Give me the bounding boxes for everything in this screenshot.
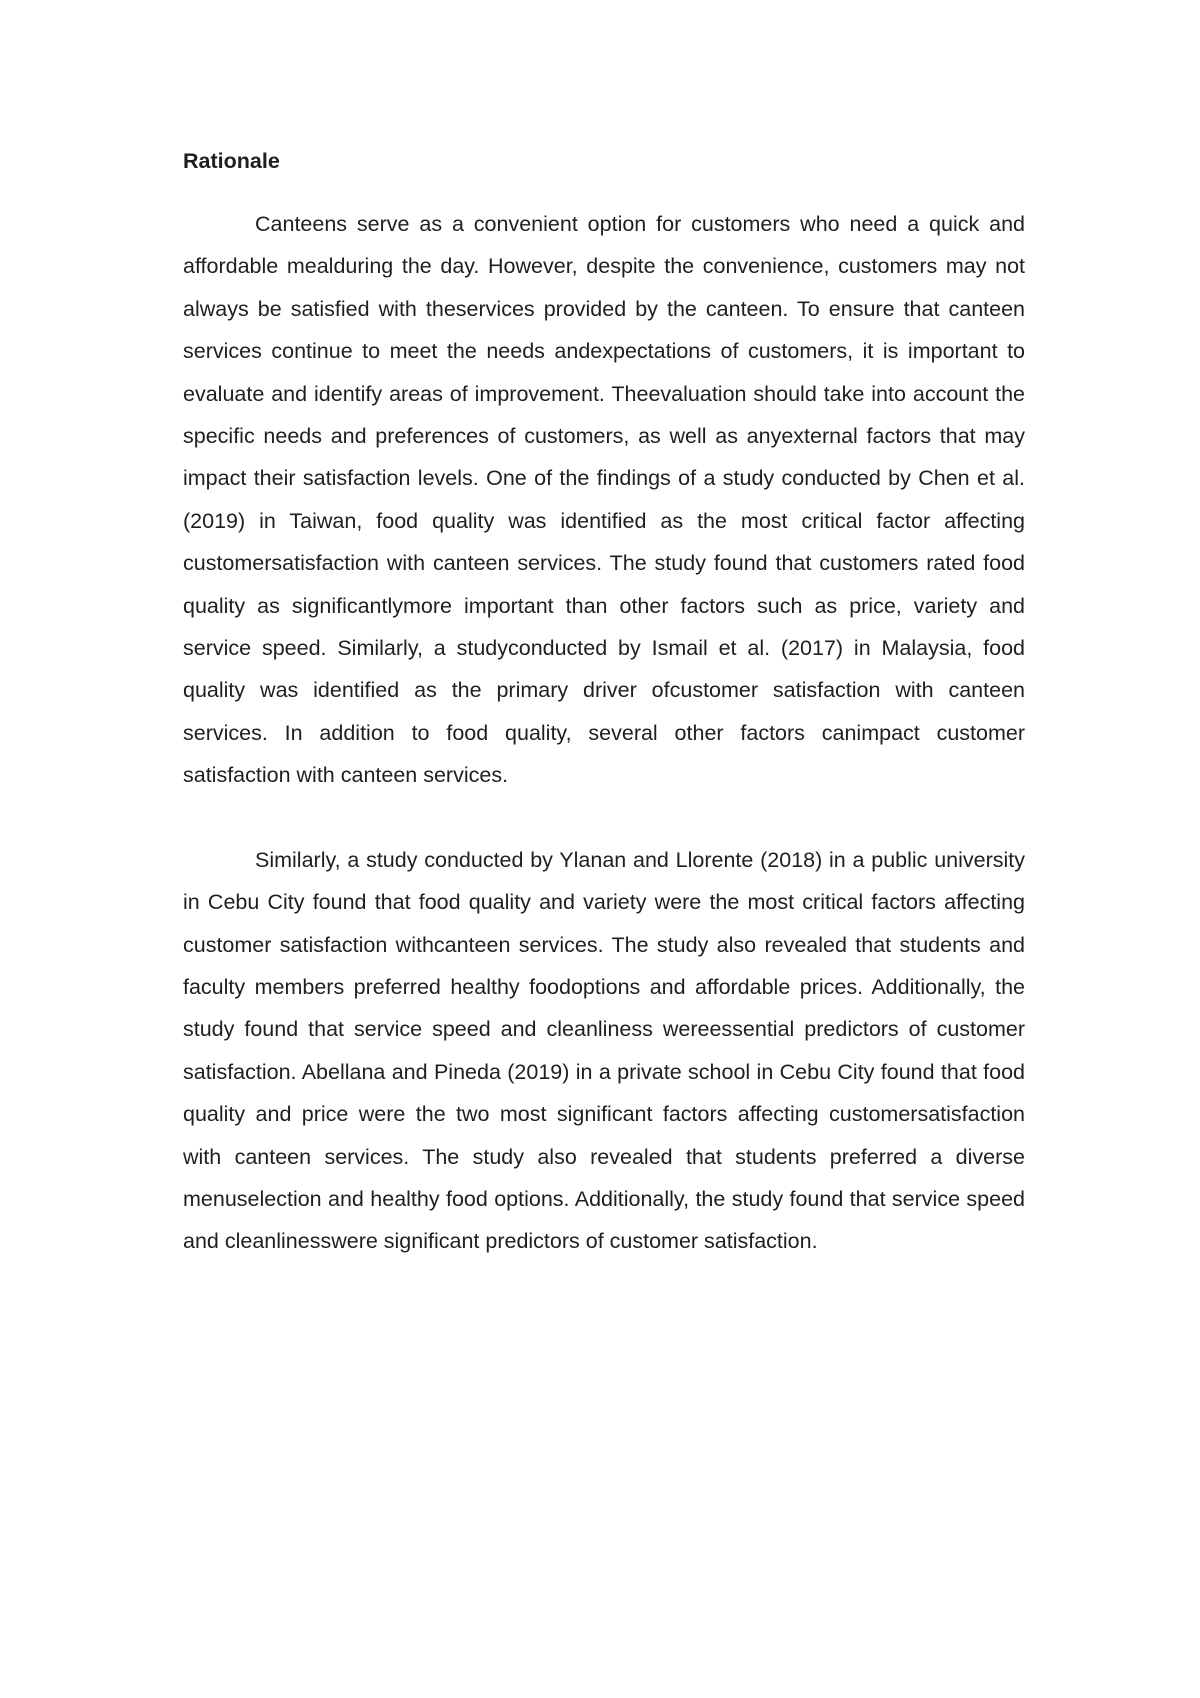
- paragraph-1: Canteens serve as a convenient option for customers who need a quick and affordable mealduring the day. However, despite the convenience, customers may not always be satisfied with theservices provided by the canteen. To ensure that canteen services continue to meet the needs andexpectations of customers, it is important to evaluate and identify areas of improvement. Theevaluation should take into account the specific needs and preferences of customers, as well as anyexternal factors that may impact their satisfaction levels. One of the findings of a study conducted by Chen et al. (2019) in Taiwan, food quality was identified as the most critical factor affecting customersatisfaction with canteen services. The study found that customers rated food quality as significantlymore important than other factors such as price, variety and service speed. Similarly, a studyconducted by Ismail et al. (2017) in Malaysia, food quality was identified as the primary driver ofcustomer satisfaction with canteen services. In addition to food quality, several other factors canimpact customer satisfaction with canteen services.: [183, 212, 1025, 788]
- paragraph-2: Similarly, a study conducted by Ylanan and Llorente (2018) in a public university in Cebu City found that food quality and variety were the most critical factors affecting customer satisfaction withcanteen services. The study also revealed that students and faculty members preferred healthy foodoptions and affordable prices. Additionally, the study found that service speed and cleanliness wereessential predictors of customer satisfaction. Abellana and Pineda (2019) in a private school in Cebu City found that food quality and price were the two most significant factors affecting customersatisfaction with canteen services. The study also revealed that students preferred a diverse menuselection and healthy food options. Additionally, the study found that service speed and cleanlinesswere significant predictors of customer satisfaction.: [183, 847, 1025, 1254]
- section-heading: Rationale: [183, 149, 280, 173]
- document-body: [183, 140, 1025, 1263]
